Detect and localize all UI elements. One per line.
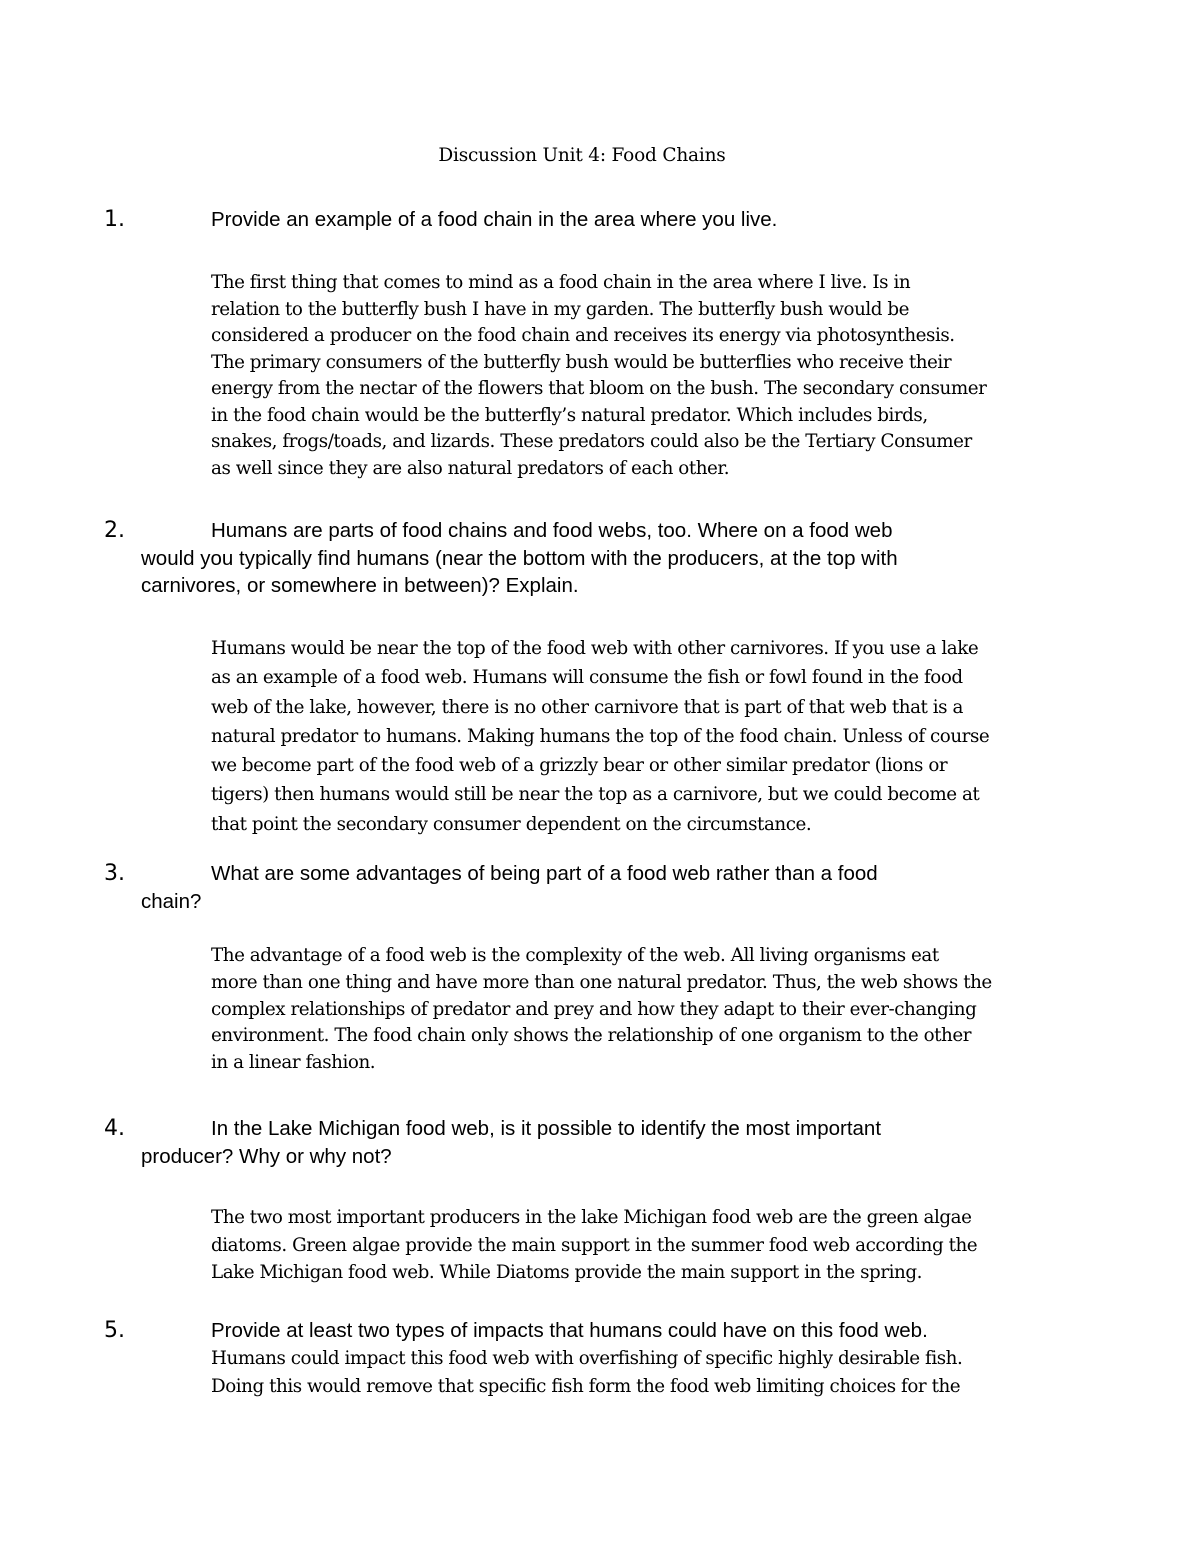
question-1: [104, 206, 1061, 234]
answer-4: [211, 1204, 1071, 1287]
answer-text-line: that point the secondary consumer dependent on the circumstance.: [211, 813, 812, 835]
answer-text-line: considered a producer on the food chain and receives its energy via photosynthesis.: [211, 325, 955, 346]
question-text-line: would you typically find humans (near the bottom with the producers, at the top with: [141, 546, 898, 570]
question-text-line: What are some advantages of being part of a food web rather than a food: [211, 862, 878, 885]
question-number: 4.: [104, 1116, 125, 1141]
answer-text-line: energy from the nectar of the flowers that bloom on the bush. The secondary consumer: [211, 378, 987, 399]
answer-text-line: relation to the butterfly bush I have in my garden. The butterfly bush would be: [211, 298, 910, 320]
answer-text-line: complex relationships of predator and prey and how they adapt to their ever-changing: [211, 998, 977, 1020]
question-text-line: carnivores, or somewhere in between)? Explain.: [141, 574, 579, 597]
question-text-line: Provide an example of a food chain in the area where you live.: [211, 208, 778, 231]
answer-text-line: The two most important producers in the lake Michigan food web are the green algae: [211, 1207, 972, 1228]
question-number: 3.: [104, 861, 125, 886]
question-number: 2.: [104, 518, 125, 543]
question-number: 1.: [104, 207, 125, 232]
answer-2: [211, 634, 1071, 839]
answer-text-line: snakes, frogs/toads, and lizards. These predators could also be the Tertiary Consumer: [211, 431, 972, 452]
answer-5: [211, 1345, 1071, 1400]
answer-text-line: natural predator to humans. Making humans the top of the food chain. Unless of course: [211, 725, 990, 747]
answer-text-line: diatoms. Green algae provide the main support in the summer food web according the: [211, 1234, 978, 1256]
answer-text-line: we become part of the food web of a grizzly bear or other similar predator (lions or: [211, 755, 948, 777]
answer-text-line: The first thing that comes to mind as a food chain in the area where I live. Is in: [211, 272, 911, 293]
question-3: [104, 860, 1061, 915]
answer-text-line: in a linear fashion.: [211, 1052, 376, 1074]
question-text-line: Provide at least two types of impacts that humans could have on this food web.: [211, 1319, 928, 1342]
answer-text-line: web of the lake, however, there is no other carnivore that is part of that web that is a: [211, 696, 963, 718]
answer-3: [211, 943, 1071, 1077]
question-text-line: chain?: [141, 889, 202, 913]
question-5: [104, 1317, 1061, 1345]
document-title: Discussion Unit 4: Food Chains: [438, 145, 726, 166]
question-number: 5.: [104, 1318, 125, 1343]
question-4: [104, 1115, 1061, 1170]
question-text-line: producer? Why or why not?: [141, 1144, 392, 1168]
answer-text-line: more than one thing and have more than one natural predator. Thus, the web shows the: [211, 971, 992, 993]
answer-1: [211, 269, 1071, 482]
answer-text-line: The primary consumers of the butterfly bush would be butterflies who receive their: [211, 351, 952, 373]
answer-text-line: Humans would be near the top of the food web with other carnivores. If you use a lake: [211, 638, 979, 659]
answer-text-line: in the food chain would be the butterfly’s natural predator. Which includes birds,: [211, 404, 928, 426]
answer-text-line: Lake Michigan food web. While Diatoms provide the main support in the spring.: [211, 1262, 922, 1283]
answer-text-line: as an example of a food web. Humans will consume the fish or fowl found in the food: [211, 667, 963, 689]
answer-text-line: Doing this would remove that specific fish form the food web limiting choices for the: [211, 1375, 961, 1397]
question-text-line: Humans are parts of food chains and food webs, too. Where on a food web: [211, 519, 893, 542]
answer-text-line: The advantage of a food web is the complexity of the web. All living organisms eat: [211, 945, 939, 966]
answer-text-line: Humans could impact this food web with overfishing of specific highly desirable fish.: [211, 1348, 963, 1369]
answer-text-line: as well since they are also natural predators of each other.: [211, 457, 730, 479]
question-2: [104, 517, 1061, 600]
answer-text-line: environment. The food chain only shows the relationship of one organism to the other: [211, 1025, 972, 1047]
question-text-line: In the Lake Michigan food web, is it possible to identify the most important: [211, 1117, 882, 1140]
answer-text-line: tigers) then humans would still be near the top as a carnivore, but we could become at: [211, 784, 980, 806]
